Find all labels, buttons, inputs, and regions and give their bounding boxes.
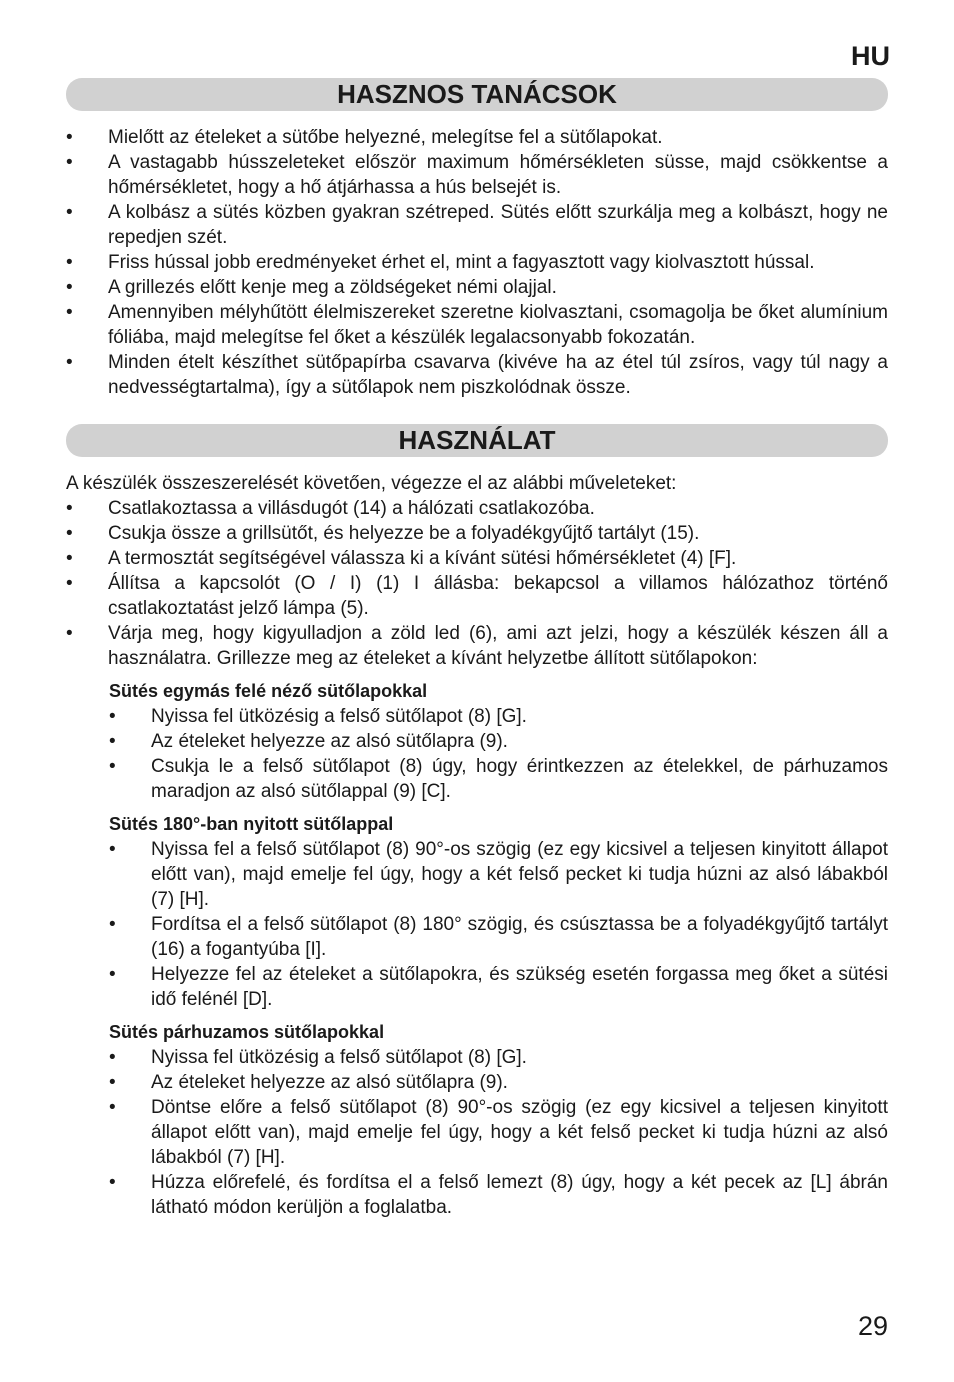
bullet-icon: • [66,573,73,594]
bullet-icon: • [66,202,73,223]
list-item-text: Amennyiben mélyhűtött élelmiszereket szeretne kiolvasztani, csomagolja be őket alumínium fóliába, majd melegítse fel őket a készülék legalacsonyabb fokozatán. [108,302,888,348]
list-item [66,250,888,275]
bullet-icon: • [109,1047,116,1068]
bullet-icon: • [66,152,73,173]
list-item [109,1095,888,1170]
list-item-text: Nyissa fel ütközésig a felső sütőlapot (8) [G]. [151,1047,527,1068]
list-item-text: A termosztát segítségével válassza ki a kívánt sütési hőmérsékletet (4) [F]. [108,548,737,569]
list-item [66,546,888,571]
bullet-icon: • [109,1097,116,1118]
bullet-icon: • [109,1172,116,1193]
subsection-list [109,837,888,1012]
bullet-icon: • [109,756,116,777]
subsection-title: Sütés párhuzamos sütőlapokkal [109,1022,385,1042]
list-item-text: Csukja le a felső sütőlapot (8) úgy, hogy érintkezzen az ételekkel, de párhuzamos maradjon az alsó sütőlappal (9) [C]. [151,756,888,802]
list-item [109,729,888,754]
bullet-icon: • [109,914,116,935]
bullet-icon: • [66,127,73,148]
list-item-text: Húzza előrefelé, és fordítsa el a felső lemezt (8) úgy, hogy a két pecek az [L] ábrán látható módon kerüljön a foglalatba. [151,1172,888,1218]
tips-list [66,125,888,400]
list-item [109,704,888,729]
usage-section [66,471,888,1220]
bullet-icon: • [109,1072,116,1093]
page-number: 29 [857,1311,888,1341]
bullet-icon: • [66,623,73,644]
list-item-text: Friss hússal jobb eredményeket érhet el, mint a fagyasztott vagy kiolvasztott hússal. [108,252,815,273]
list-item [66,300,888,350]
list-item [109,837,888,912]
usage-steps-list [66,496,888,671]
tips-section [66,125,888,400]
list-item [66,571,888,621]
list-item [66,275,888,300]
usage-intro: A készülék összeszerelését követően, végezze el az alábbi műveleteket: [66,473,677,494]
bullet-icon: • [66,498,73,519]
subsection-title: Sütés egymás felé néző sütőlapokkal [109,681,428,701]
subsection-title: Sütés 180°-ban nyitott sütőlappal [109,814,394,834]
bullet-icon: • [66,523,73,544]
bullet-icon: • [109,731,116,752]
list-item-text: Mielőtt az ételeket a sütőbe helyezné, melegítse fel a sütőlapokat. [108,127,663,148]
list-item [109,1045,888,1070]
list-item-text: A vastagabb hússzeleteket először maximum hőmérsékleten süsse, majd csökkentse a hőmérsékletet, hogy a hő átjárhassa a hús belsejét is. [108,152,888,198]
list-item-text: Várja meg, hogy kigyulladjon a zöld led (6), ami azt jelzi, hogy a készülék készen áll a használatra. Grillezze meg az ételeket a kívánt helyzetbe állított sütőlapokon: [108,623,888,669]
bullet-icon: • [109,964,116,985]
list-item-text: Az ételeket helyezze az alsó sütőlapra (9). [151,731,508,752]
list-item [66,350,888,400]
list-item-text: A grillezés előtt kenje meg a zöldségeket némi olajjal. [108,277,557,298]
section-heading-usage: HASZNÁLAT [66,424,888,457]
list-item [66,521,888,546]
bullet-icon: • [109,839,116,860]
subsection-parallel-plates [109,1020,888,1220]
list-item-text: Nyissa fel a felső sütőlapot (8) 90°-os szögig (ez egy kicsivel a teljesen kinyitott állapot előtt van), majd emelje fel úgy, hogy a két felső pecket ki tudja húzni az alsó lábakból (7) [H]. [151,839,888,910]
bullet-icon: • [66,548,73,569]
list-item-text: Helyezze fel az ételeket a sütőlapokra, és szükség esetén forgassa meg őket a sütési idő felénél [D]. [151,964,888,1010]
list-item-text: Az ételeket helyezze az alsó sütőlapra (9). [151,1072,508,1093]
list-item-text: Csukja össze a grillsütőt, és helyezze be a folyadékgyűjtő tartályt (15). [108,523,700,544]
list-item [66,150,888,200]
list-item [109,962,888,1012]
section-heading-useful-tips: HASZNOS TANÁCSOK [66,78,888,111]
list-item-text: Döntse előre a felső sütőlapot (8) 90°-os szögig (ez egy kicsivel a teljesen kinyitott állapot előtt van), majd emelje fel úgy, hogy a két felső pecket ki tudja húzni az alsó lábakból (7) [H]. [151,1097,888,1168]
list-item [66,125,888,150]
list-item [66,200,888,250]
list-item-text: Fordítsa el a felső sütőlapot (8) 180° szögig, és csúsztassa be a folyadékgyűjtő tartályt (16) a fogantyúba [I]. [151,914,888,960]
list-item-text: Nyissa fel ütközésig a felső sütőlapot (8) [G]. [151,706,527,727]
subsection-list [109,1045,888,1220]
bullet-icon: • [66,277,73,298]
bullet-icon: • [109,706,116,727]
bullet-icon: • [66,302,73,323]
list-item-text: Csatlakoztassa a villásdugót (14) a hálózati csatlakozóba. [108,498,595,519]
list-item-text: A kolbász a sütés közben gyakran szétreped. Sütés előtt szurkálja meg a kolbászt, hogy ne repedjen szét. [108,202,888,248]
language-code: HU [851,41,890,71]
subsection-180-open [109,812,888,1012]
list-item [109,1070,888,1095]
list-item-text: Állítsa a kapcsolót (O / I) (1) I állásba: bekapcsol a villamos hálózathoz történő csatlakoztatást jelző lámpa (5). [108,573,888,619]
bullet-icon: • [66,352,73,373]
subsection-facing-plates [109,679,888,804]
list-item [66,496,888,521]
bullet-icon: • [66,252,73,273]
list-item [109,912,888,962]
list-item-text: Minden ételt készíthet sütőpapírba csavarva (kivéve ha az étel túl zsíros, vagy túl nagy a nedvességtartalma), így a sütőlapok nem piszkolódnak össze. [108,352,888,398]
list-item [66,621,888,671]
subsection-list [109,704,888,804]
list-item [109,754,888,804]
list-item [109,1170,888,1220]
